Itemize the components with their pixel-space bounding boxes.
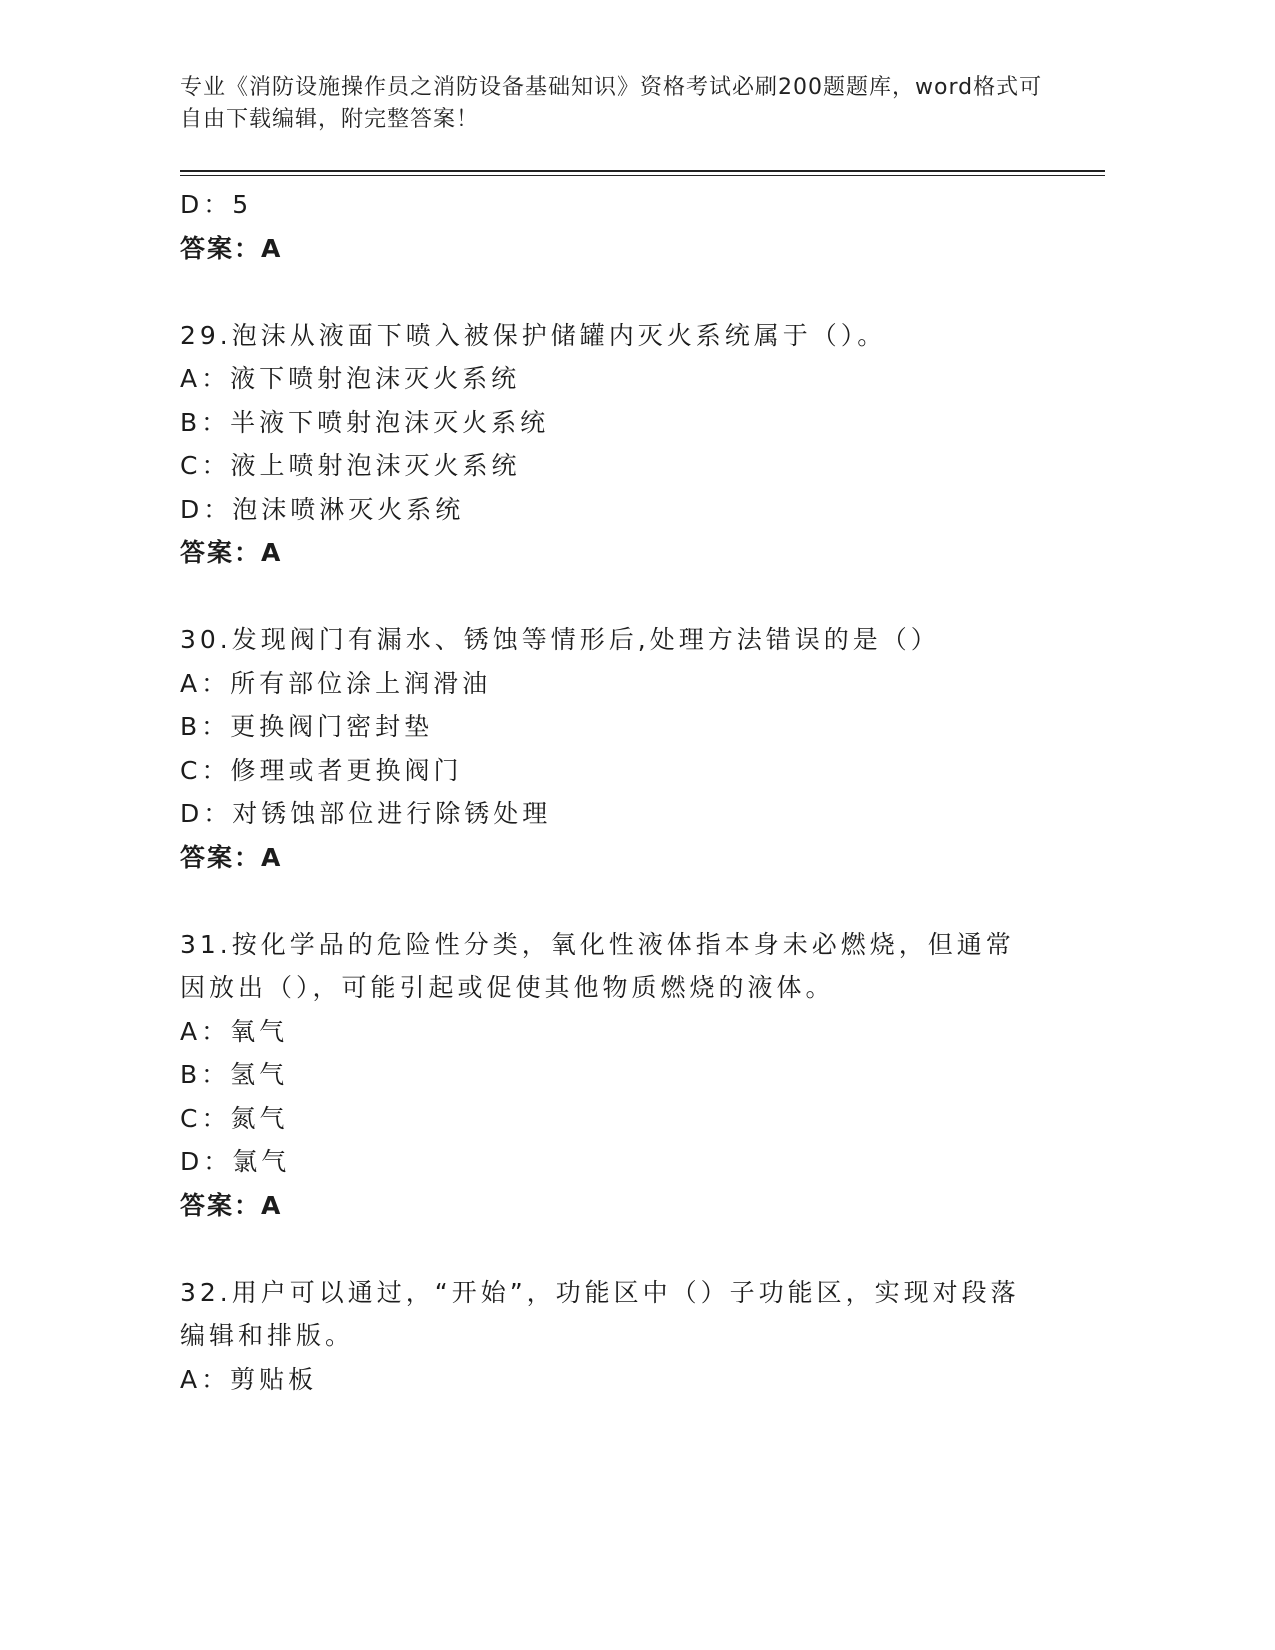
option-c: C：氮气 (180, 1103, 289, 1133)
option-a: A：氧气 (180, 1016, 289, 1046)
header-divider-thin (180, 175, 1105, 176)
previous-option-d: D：5 (180, 190, 253, 219)
answer: 答案：A (180, 1190, 283, 1220)
answer: 答案：A (180, 842, 283, 872)
answer: 答案：A (180, 538, 283, 567)
header-divider-thick (180, 170, 1105, 172)
spacer (180, 879, 1040, 923)
spacer (180, 1227, 1040, 1271)
question-stem: 30.发现阀门有漏水、锈蚀等情形后,处理方法错误的是（） (180, 625, 940, 654)
spacer (180, 270, 1040, 314)
option-a: A：所有部位涂上润滑油 (180, 668, 492, 698)
question-block (180, 1271, 1040, 1402)
option-a: A：液下喷射泡沫灭火系统 (180, 364, 521, 393)
question-stem: 32.用户可以通过，“开始”，功能区中（）子功能区，实现对段落编辑和排版。 (180, 1277, 1020, 1350)
document-header: 专业《消防设施操作员之消防设备基础知识》资格考试必刷200题题库，word格式可自由下载编辑，附完整答案！ (180, 75, 1043, 132)
question-stem: 31.按化学品的危险性分类，氧化性液体指本身未必燃烧，但通常因放出（），可能引起或促使其他物质燃烧的液体。 (180, 929, 1015, 1002)
spacer (180, 575, 1040, 619)
question-stem: 29.泡沫从液面下喷入被保护储罐内灭火系统属于（）。 (180, 320, 887, 350)
question-block (180, 314, 1040, 575)
option-b: B：氢气 (180, 1060, 289, 1089)
option-c: C：修理或者更换阀门 (180, 755, 463, 785)
option-c: C：液上喷射泡沫灭火系统 (180, 451, 521, 480)
question-block (180, 618, 1040, 879)
option-d: D：氯气 (180, 1147, 291, 1176)
option-a: A：剪贴板 (180, 1364, 318, 1394)
option-d: D：泡沫喷淋灭火系统 (180, 494, 465, 524)
document-body (180, 183, 1040, 1401)
option-b: B：更换阀门密封垫 (180, 712, 434, 741)
previous-answer: 答案：A (180, 233, 283, 263)
option-d: D：对锈蚀部位进行除锈处理 (180, 799, 552, 828)
question-block (180, 923, 1040, 1228)
option-b: B：半液下喷射泡沫灭火系统 (180, 407, 550, 437)
